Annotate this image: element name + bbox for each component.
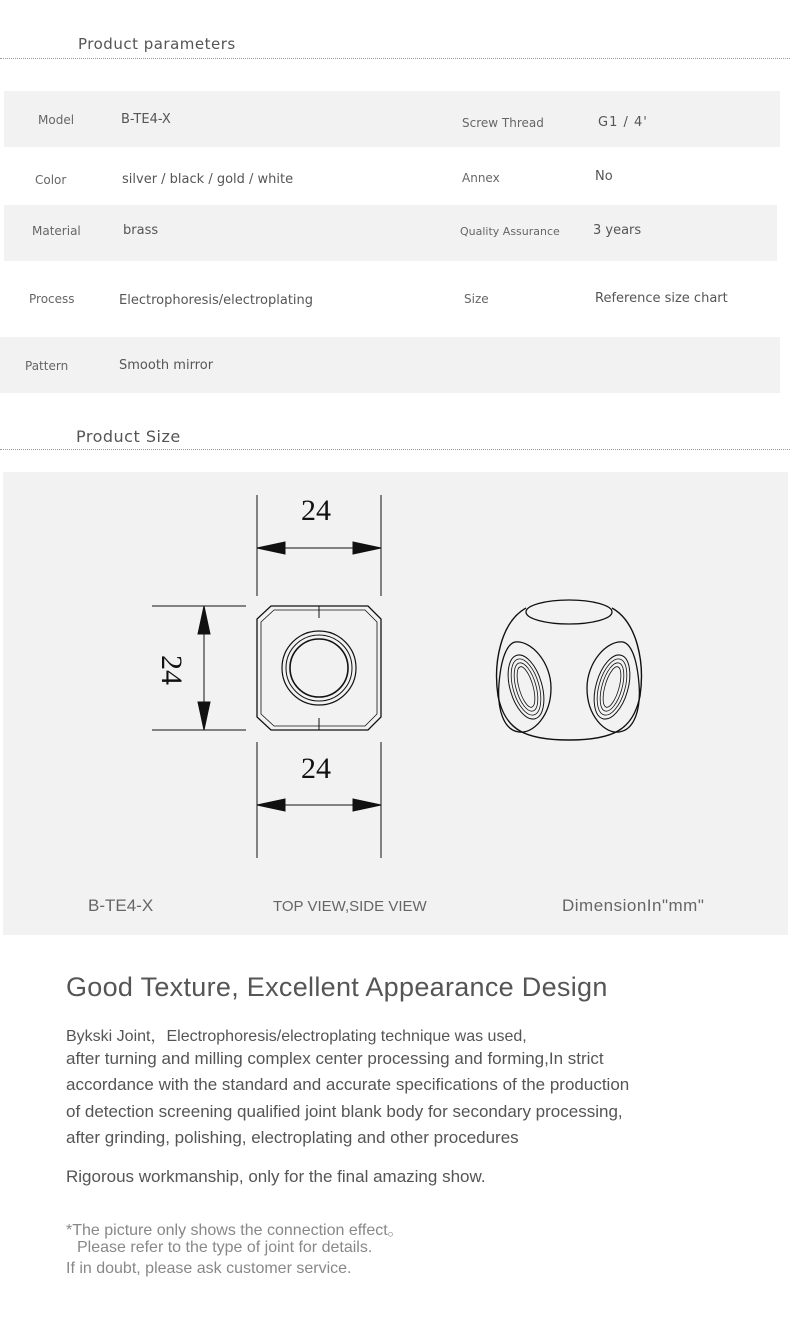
param-label: Material: [32, 224, 81, 238]
param-value: silver / black / gold / white: [122, 172, 294, 187]
description-line: accordance with the standard and accurate specifications of the production: [66, 1075, 630, 1094]
caption-model: B-TE4-X: [88, 896, 154, 915]
section-title-size: Product Size: [76, 427, 181, 446]
param-label: Color: [35, 173, 67, 187]
section-title-parameters: Product parameters: [78, 35, 236, 53]
param-row: [4, 91, 780, 147]
caption-view: TOP VIEW,SIDE VIEW: [273, 898, 427, 915]
param-value: brass: [123, 223, 159, 238]
param-label: Annex: [462, 171, 500, 185]
param-row: [4, 150, 780, 206]
section-divider: [0, 58, 790, 59]
description-line: Bykski Joint，Electrophoresis/electroplating technique was used,: [66, 1028, 527, 1045]
note-line: Please refer to the type of joint for details.: [77, 1239, 373, 1256]
param-label: Quality Assurance: [460, 225, 560, 238]
dimension-label-top: 24: [301, 494, 331, 527]
param-label: Size: [464, 292, 489, 306]
param-value: B-TE4-X: [121, 112, 171, 127]
dimension-drawing: [3, 472, 788, 935]
param-row: [4, 205, 777, 261]
param-value: 3 years: [593, 223, 642, 238]
note-line: If in doubt, please ask customer service.: [66, 1260, 352, 1277]
param-label: Screw Thread: [462, 116, 544, 130]
param-label: Model: [38, 113, 75, 127]
description-line: of detection screening qualified joint blank body for secondary processing,: [66, 1102, 623, 1121]
feature-heading: Good Texture, Excellent Appearance Design: [66, 972, 608, 1002]
dimension-label-left: 24: [155, 655, 188, 685]
note-line: *The picture only shows the connection effect。: [66, 1222, 404, 1239]
section-divider: [0, 449, 790, 450]
param-label: Pattern: [25, 359, 69, 373]
description-line: after turning and milling complex center processing and forming,In strict: [66, 1049, 604, 1068]
dimension-label-bottom: 24: [301, 752, 331, 785]
param-value: Electrophoresis/electroplating: [119, 293, 314, 308]
tagline: Rigorous workmanship, only for the final amazing show.: [66, 1167, 486, 1186]
caption-unit: DimensionIn"mm": [562, 896, 705, 915]
param-value: G1 / 4': [598, 115, 648, 130]
size-chart-panel: [3, 472, 788, 935]
param-row: [0, 337, 780, 393]
param-row: [4, 272, 780, 328]
param-label: Process: [29, 292, 75, 306]
param-value: No: [595, 169, 613, 184]
param-value: Reference size chart: [595, 291, 728, 306]
description-line: after grinding, polishing, electroplating and other procedures: [66, 1128, 519, 1147]
param-value: Smooth mirror: [119, 358, 214, 373]
